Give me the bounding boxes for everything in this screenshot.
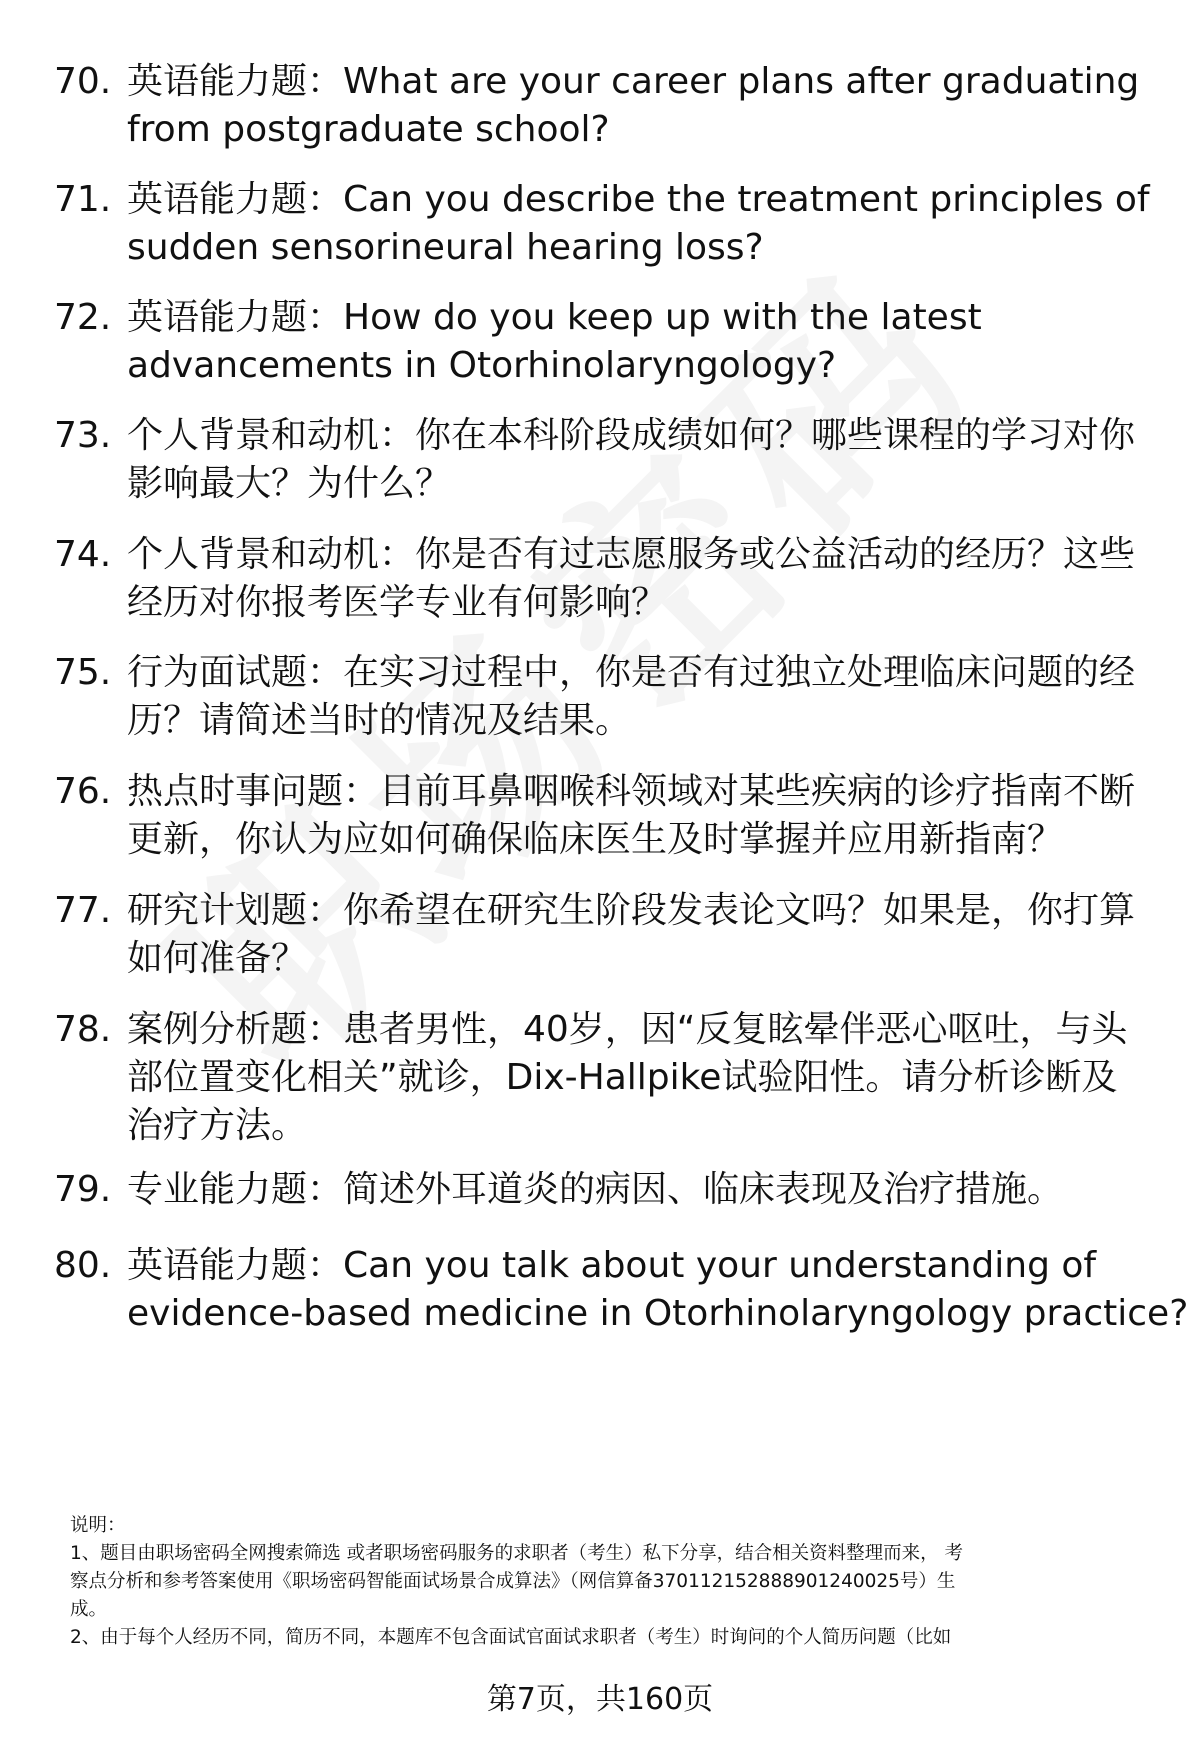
question-text bbox=[127, 887, 1147, 983]
question-line: 专业能力题：简述外耳道炎的病因、临床表现及治疗措施。 bbox=[127, 1169, 1064, 1210]
notes-line: 1、题目由职场密码全网搜索筛选 或者职场密码服务的求职者（考生）私下分享，结合相关资料整理而来， 考 bbox=[70, 1543, 964, 1564]
question-line: 如何准备？ bbox=[127, 938, 308, 979]
question-text bbox=[127, 768, 1147, 864]
question-number: 76. bbox=[54, 771, 112, 812]
question-line: evidence-based medicine in Otorhinolaryngology practice? bbox=[127, 1293, 1189, 1334]
question-line: 经历对你报考医学专业有何影响？ bbox=[127, 582, 668, 623]
question-line: 历？请简述当时的情况及结果。 bbox=[127, 700, 632, 741]
question-line: 影响最大？为什么？ bbox=[127, 463, 452, 504]
question-line: 热点时事问题：目前耳鼻咽喉科领域对某些疾病的诊疗指南不断 bbox=[127, 771, 1136, 812]
question-line: 个人背景和动机：你是否有过志愿服务或公益活动的经历？这些 bbox=[127, 534, 1136, 575]
question-line: 个人背景和动机：你在本科阶段成绩如何？哪些课程的学习对你 bbox=[127, 415, 1136, 456]
question-line: 英语能力题：How do you keep up with the latest bbox=[127, 297, 982, 338]
question-line: 更新，你认为应如何确保临床医生及时掌握并应用新指南？ bbox=[127, 819, 1064, 860]
question-number: 71. bbox=[54, 179, 112, 220]
question-text bbox=[127, 294, 1147, 390]
question-line: from postgraduate school? bbox=[127, 109, 610, 150]
question-number: 75. bbox=[54, 652, 112, 693]
question-text bbox=[127, 176, 1150, 272]
notes-line: 2、由于每个人经历不同，简历不同，本题库不包含面试官面试求职者（考生）时询问的个人简历问题（比如 bbox=[70, 1627, 952, 1648]
question-line: sudden sensorineural hearing loss? bbox=[127, 227, 764, 268]
page-number: 第7页，共160页 bbox=[486, 1682, 714, 1717]
question-line: 英语能力题：What are your career plans after graduating bbox=[127, 61, 1140, 102]
question-line: 行为面试题：在实习过程中，你是否有过独立处理临床问题的经 bbox=[127, 652, 1136, 693]
question-line: 研究计划题：你希望在研究生阶段发表论文吗？如果是，你打算 bbox=[127, 890, 1136, 931]
notes-heading: 说明： bbox=[70, 1515, 126, 1536]
question-line: 英语能力题：Can you talk about your understanding of bbox=[127, 1245, 1097, 1286]
question-number: 70. bbox=[54, 61, 112, 102]
question-line: 案例分析题：患者男性，40岁，因“反复眩晕伴恶心呕吐，与头 bbox=[127, 1009, 1128, 1050]
question-text bbox=[127, 58, 1147, 154]
question-line: advancements in Otorhinolaryngology? bbox=[127, 345, 837, 386]
question-text bbox=[127, 531, 1147, 627]
question-number: 78. bbox=[54, 1009, 112, 1050]
notes-section bbox=[70, 1512, 1160, 1652]
question-text bbox=[127, 1166, 1147, 1214]
question-line: 治疗方法。 bbox=[127, 1105, 308, 1146]
question-number: 74. bbox=[54, 534, 112, 575]
question-number: 72. bbox=[54, 297, 112, 338]
question-text bbox=[127, 412, 1147, 508]
question-text bbox=[127, 649, 1147, 745]
question-line: 部位置变化相关”就诊，Dix-Hallpike试验阳性。请分析诊断及 bbox=[127, 1057, 1118, 1098]
question-line: 英语能力题：Can you describe the treatment principles of bbox=[127, 179, 1150, 220]
notes-line: 察点分析和参考答案使用《职场密码智能面试场景合成算法》（网信算备370112152888901240025号）生 bbox=[70, 1571, 956, 1592]
question-number: 80. bbox=[54, 1245, 112, 1286]
question-number: 73. bbox=[54, 415, 112, 456]
question-number: 79. bbox=[54, 1169, 112, 1210]
question-text bbox=[127, 1006, 1147, 1150]
question-text bbox=[127, 1242, 1189, 1338]
notes-line: 成。 bbox=[70, 1599, 108, 1620]
question-number: 77. bbox=[54, 890, 112, 931]
